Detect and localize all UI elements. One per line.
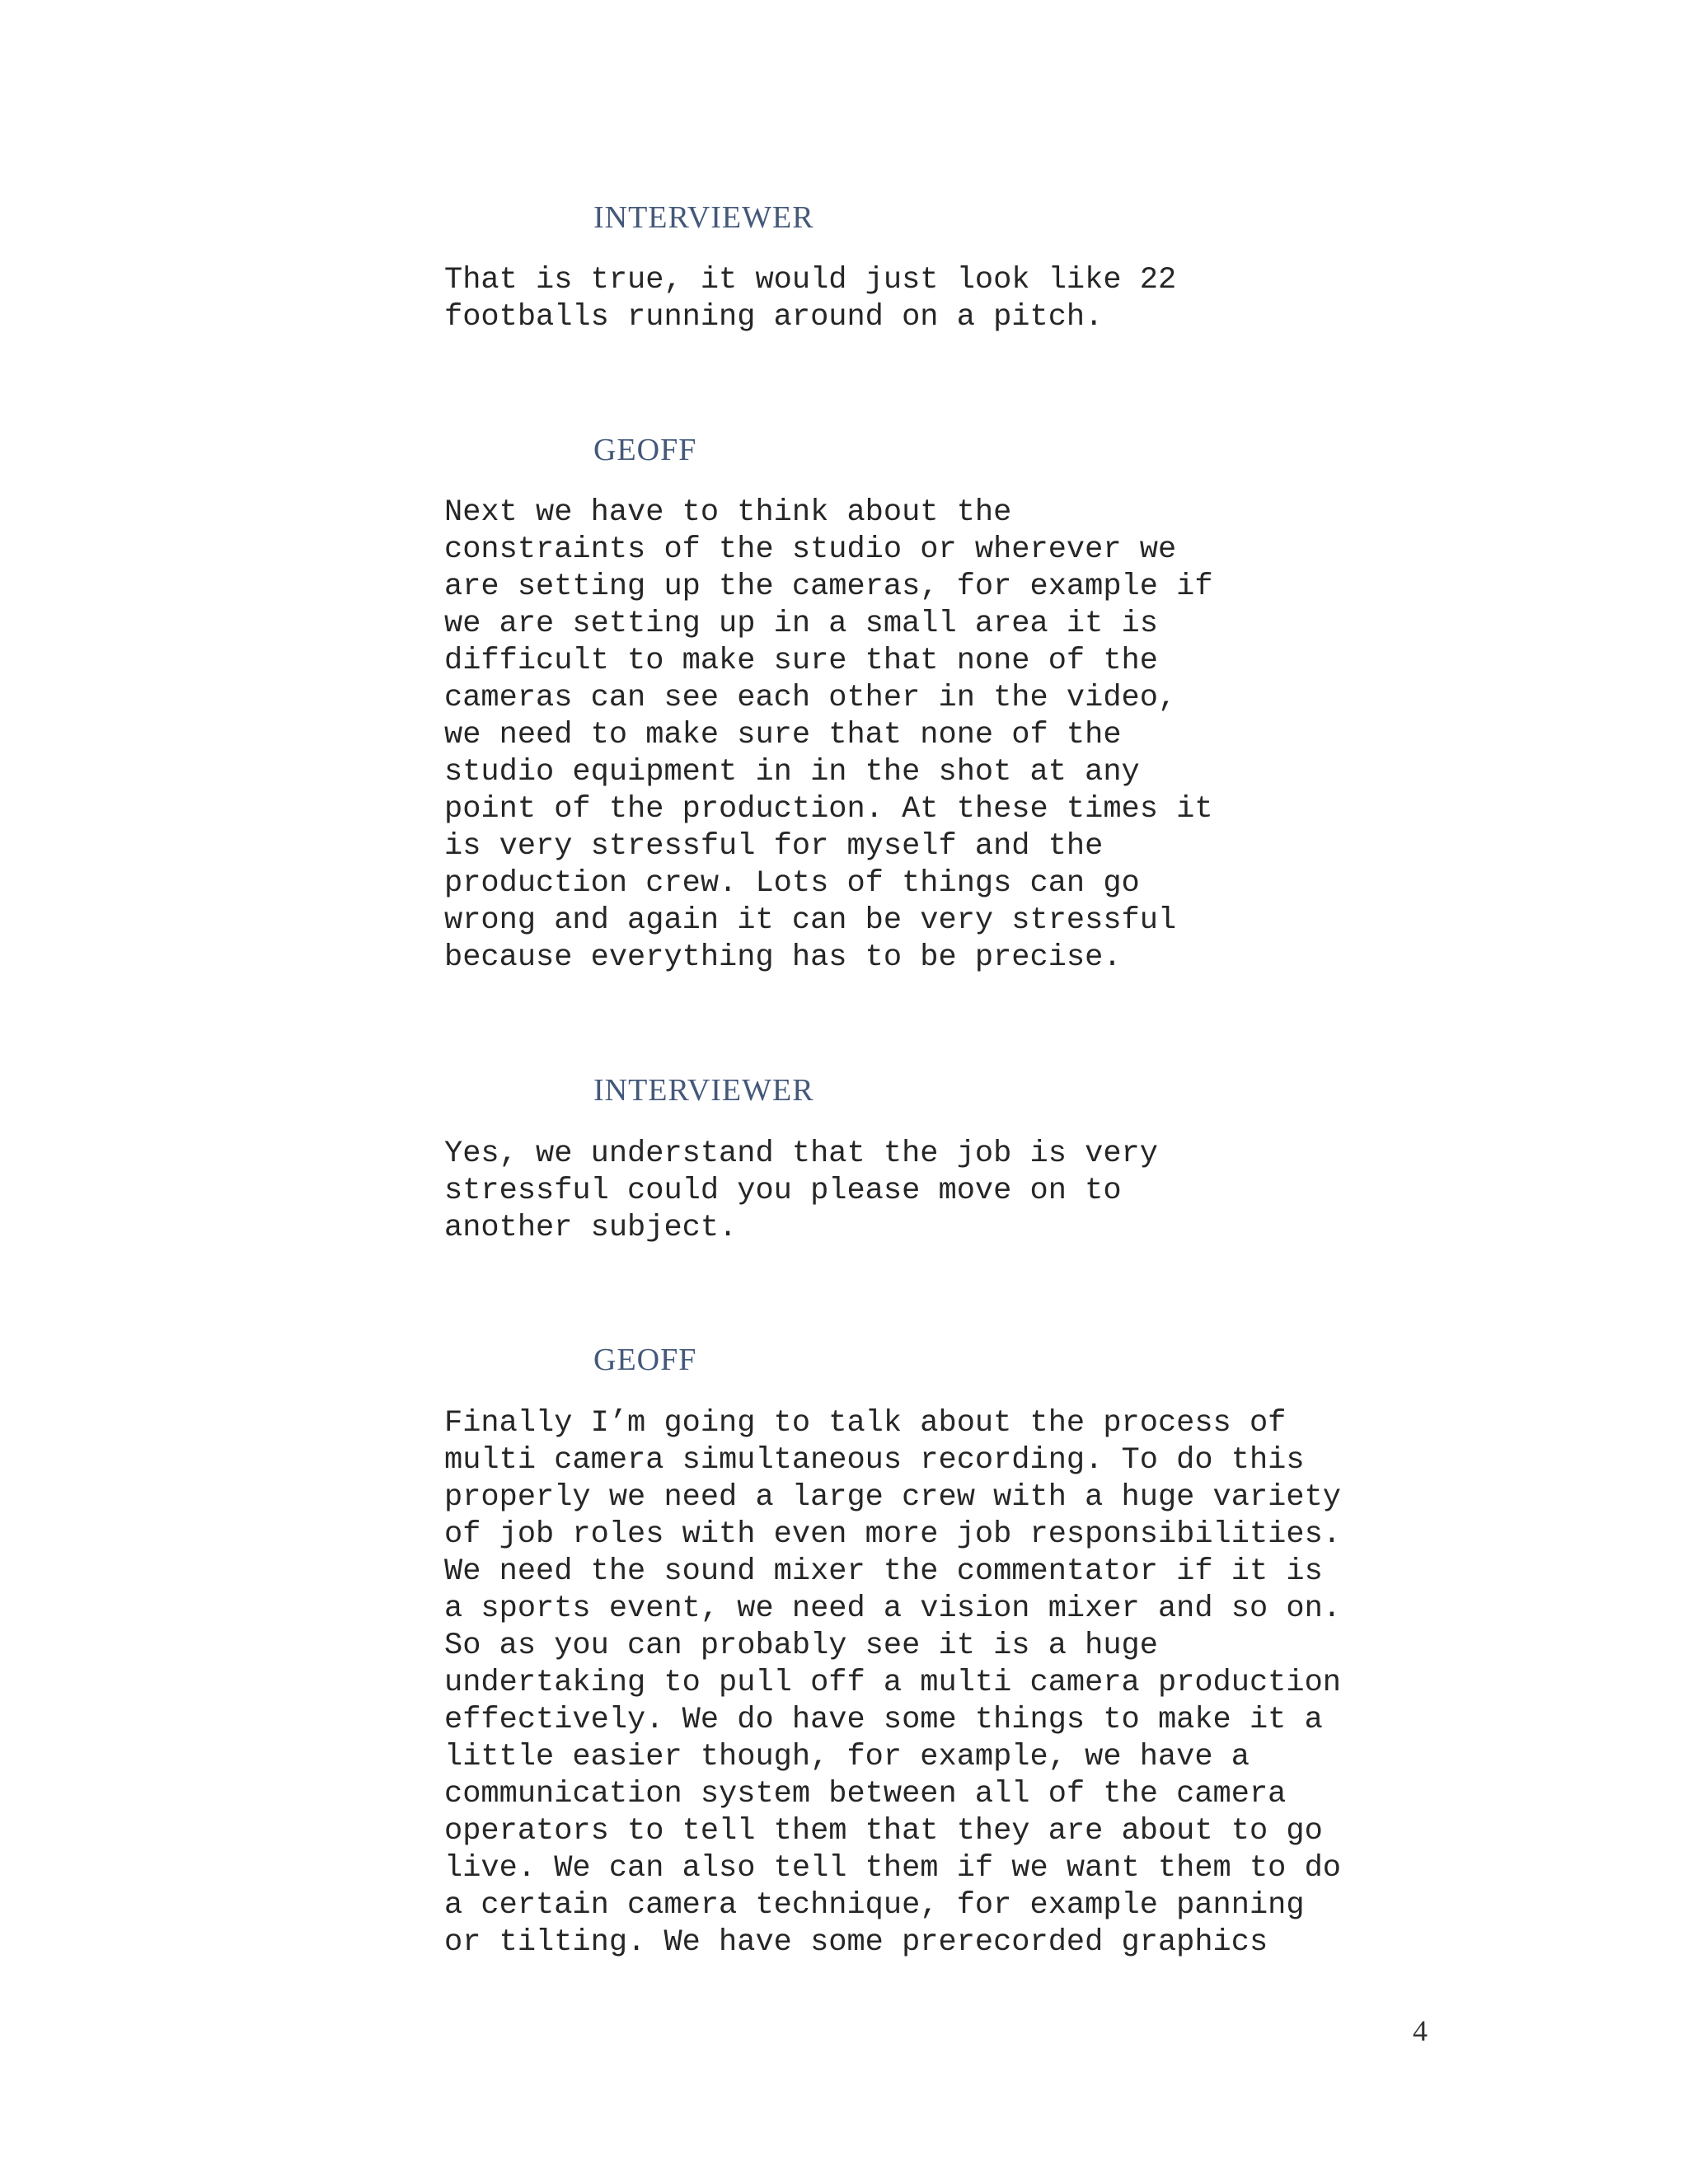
dialogue-line: difficult to make sure that none of the	[444, 644, 1158, 678]
dialogue-block	[444, 1136, 1158, 1247]
speaker-name: GEOFF	[593, 1343, 697, 1377]
dialogue-line: constraints of the studio or wherever we	[444, 532, 1177, 567]
dialogue-line: studio equipment in in the shot at any	[444, 755, 1140, 790]
dialogue-block	[444, 494, 1213, 977]
dialogue-line: That is true, it would just look like 22	[444, 263, 1177, 298]
dialogue-line: We need the sound mixer the commentator if it is	[444, 1554, 1323, 1589]
dialogue-line: or tilting. We have some prerecorded graphics	[444, 1925, 1268, 1960]
dialogue-line: effectively. We do have some things to make it a	[444, 1703, 1323, 1737]
dialogue-line: wrong and again it can be very stressful	[444, 903, 1177, 938]
speaker-name: GEOFF	[593, 433, 697, 467]
dialogue-line: because everything has to be precise.	[444, 940, 1122, 975]
dialogue-block	[444, 262, 1176, 336]
dialogue-line: undertaking to pull off a multi camera production	[444, 1666, 1341, 1700]
dialogue-block	[444, 1405, 1341, 1961]
dialogue-line: So as you can probably see it is a huge	[444, 1629, 1158, 1663]
dialogue-line: point of the production. At these times it	[444, 792, 1213, 827]
dialogue-line: little easier though, for example, we have a	[444, 1740, 1250, 1774]
speaker-name: INTERVIEWER	[593, 1073, 814, 1108]
dialogue-line: a certain camera technique, for example panning	[444, 1888, 1305, 1923]
dialogue-line: another subject.	[444, 1211, 738, 1245]
dialogue-line: Yes, we understand that the job is very	[444, 1137, 1158, 1171]
dialogue-line: footballs running around on a pitch.	[444, 300, 1104, 335]
dialogue-line: properly we need a large crew with a huge variety	[444, 1480, 1341, 1515]
page-number: 4	[1413, 2014, 1428, 2047]
dialogue-line: is very stressful for myself and the	[444, 829, 1104, 864]
dialogue-line: stressful could you please move on to	[444, 1174, 1122, 1208]
dialogue-line: communication system between all of the camera	[444, 1777, 1287, 1811]
dialogue-line: live. We can also tell them if we want them to do	[444, 1851, 1341, 1886]
dialogue-line: are setting up the cameras, for example if	[444, 569, 1213, 604]
dialogue-line: Next we have to think about the	[444, 495, 1012, 530]
dialogue-line: production crew. Lots of things can go	[444, 866, 1140, 901]
dialogue-line: cameras can see each other in the video,	[444, 681, 1177, 715]
speaker-name: INTERVIEWER	[593, 200, 814, 235]
dialogue-line: multi camera simultaneous recording. To do this	[444, 1443, 1305, 1478]
dialogue-line: operators to tell them that they are about to go	[444, 1814, 1323, 1849]
dialogue-line: we need to make sure that none of the	[444, 718, 1122, 752]
dialogue-line: we are setting up in a small area it is	[444, 607, 1158, 641]
dialogue-line: of job roles with even more job responsibilities.	[444, 1517, 1341, 1552]
dialogue-line: Finally I’m going to talk about the process of	[444, 1406, 1287, 1441]
dialogue-line: a sports event, we need a vision mixer and so on.	[444, 1591, 1341, 1626]
